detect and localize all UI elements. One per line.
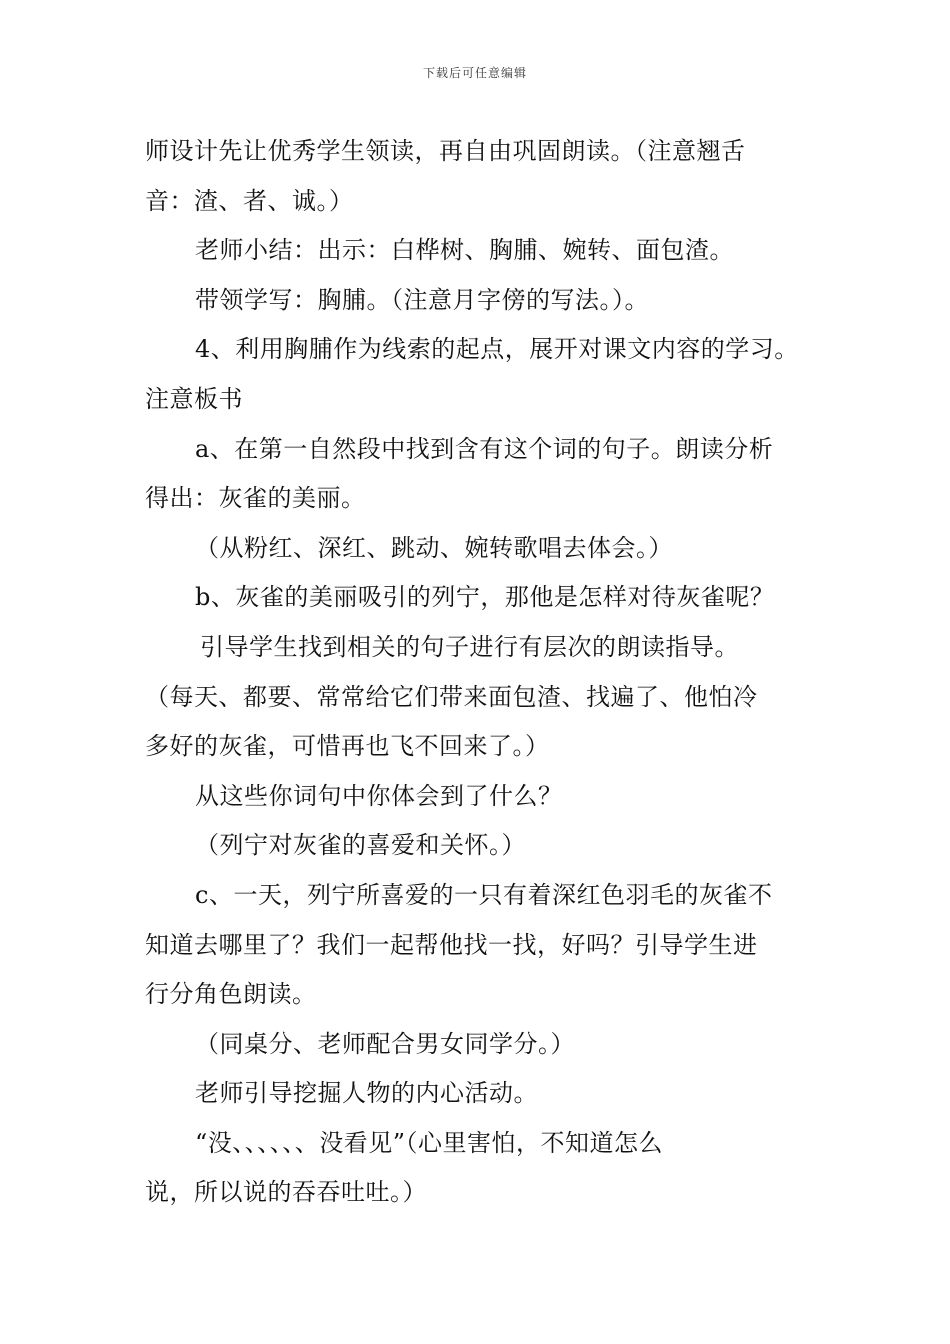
text-line: 师设计先让优秀学生领读，再自由巩固朗读。（注意翘舌 — [145, 137, 746, 165]
text-line: 带领学写：胸脯。（注意月字傍的写法。）。 — [195, 285, 649, 314]
text-line: 引导学生找到相关的句子进行有层次的朗读指导。 — [200, 632, 739, 661]
text-line: （列宁对灰雀的喜爱和关怀。） — [195, 831, 526, 860]
text-line: “没、、、、、、没看见”（心里害怕，不知道怎么 — [195, 1128, 664, 1157]
text-line: 4、利用胸脯作为线索的起点，展开对课文内容的学习。 — [195, 335, 799, 364]
text-line: 说，所以说的吞吞吐吐。） — [145, 1178, 427, 1207]
text-line: 得出：灰雀的美丽。 — [145, 484, 366, 513]
text-line: b、灰雀的美丽吸引的列宁，那他是怎样对待灰雀呢？ — [195, 583, 775, 612]
text-line: c、一天，列宁所喜爱的一只有着深红色羽毛的灰雀不 — [195, 880, 773, 909]
text-line: 行分角色朗读。 — [145, 980, 317, 1009]
text-line: （每天、都要、常常给它们带来面包渣、找遍了、他怕冷 — [145, 682, 758, 711]
text-line: （同桌分、老师配合男女同学分。） — [195, 1029, 575, 1058]
text-line: 老师小结：出示：白桦树、胸脯、婉转、面包渣。 — [195, 236, 734, 265]
text-line: 注意板书 — [145, 384, 243, 413]
text-line: 音：渣、者、诚。） — [145, 186, 354, 215]
text-line: （从粉红、深红、跳动、婉转歌唱去体会。） — [195, 533, 673, 562]
text-line: 老师引导挖掘人物的内心活动。 — [195, 1079, 538, 1108]
text-line: a、在第一自然段中找到含有这个词的句子。朗读分析 — [195, 434, 774, 463]
text-line: 从这些你词句中你体会到了什么？ — [195, 781, 563, 810]
page-header: 下载后可任意编辑 — [422, 66, 527, 80]
text-line: 知道去哪里了？我们一起帮他找一找，好吗？引导学生进 — [145, 930, 758, 959]
text-line: 多好的灰雀，可惜再也飞不回来了。） — [145, 732, 550, 761]
document-body — [145, 127, 815, 1218]
